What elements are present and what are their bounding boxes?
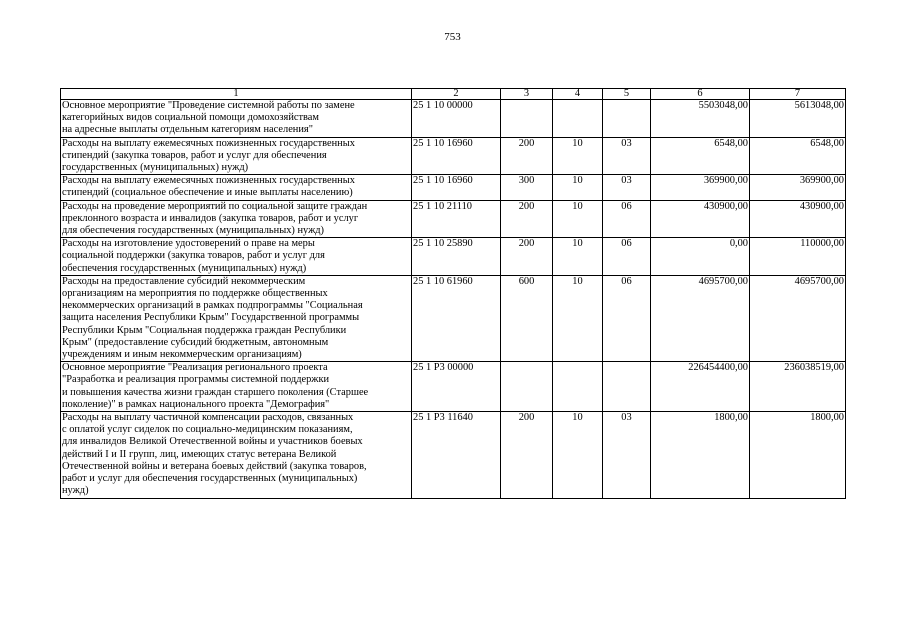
table-row [61,200,846,238]
row-amount-1: 369900,00 [651,175,750,200]
row-amount-1: 6548,00 [651,137,750,175]
row-col4 [553,100,603,138]
page-number: 753 [444,31,461,43]
row-col3: 200 [501,137,553,175]
row-amount-2: 430900,00 [750,200,846,238]
table-row [61,275,846,361]
table-row [61,175,846,200]
row-col4: 10 [553,137,603,175]
header-cell-1: 1 [61,89,412,100]
row-col3: 200 [501,238,553,276]
row-description: Расходы на выплату ежемесячных пожизненных государственных стипендий (социальное обеспечение и иные выплаты населению) [61,175,412,200]
row-amount-1: 226454400,00 [651,362,750,412]
row-amount-2: 236038519,00 [750,362,846,412]
row-col5: 06 [603,275,651,361]
row-col5: 06 [603,238,651,276]
header-cell-5: 5 [603,89,651,100]
row-code: 25 1 10 25890 [412,238,501,276]
row-code: 25 1 10 16960 [412,175,501,200]
row-code: 25 1 10 61960 [412,275,501,361]
header-row [61,89,846,100]
header-cell-6: 6 [651,89,750,100]
row-col5: 03 [603,412,651,498]
row-amount-1: 0,00 [651,238,750,276]
row-col5: 03 [603,137,651,175]
table-row [61,238,846,276]
row-amount-1: 4695700,00 [651,275,750,361]
row-amount-1: 430900,00 [651,200,750,238]
row-amount-1: 1800,00 [651,412,750,498]
row-col5 [603,362,651,412]
row-description: Расходы на выплату частичной компенсации расходов, связанных с оплатой услуг сиделок по социально-медицинским показаниям, для инвалидов Великой Отечественной войны и участников боевых действий I и II групп, лиц, имеющих статус ветерана Великой Отечественной войны и ветерана боевых действий (закупка товаров, работ и услуг для обеспечения государственных (муниципальных) нужд) [61,412,412,498]
header-cell-7: 7 [750,89,846,100]
row-code: 25 1 P3 00000 [412,362,501,412]
row-col3 [501,100,553,138]
row-amount-2: 1800,00 [750,412,846,498]
row-col3: 600 [501,275,553,361]
row-code: 25 1 P3 11640 [412,412,501,498]
row-description: Основное мероприятие "Реализация регионального проекта "Разработка и реализация программы системной поддержки и повышения качества жизни граждан старшего поколения (Старшее поколение)" в рамках национального проекта "Демография" [61,362,412,412]
row-col3: 200 [501,200,553,238]
row-description: Расходы на изготовление удостоверений о праве на меры социальной поддержки (закупка товаров, работ и услуг для обеспечения государственных (муниципальных) нужд) [61,238,412,276]
table-row [61,137,846,175]
table-row [61,362,846,412]
row-col4: 10 [553,238,603,276]
row-amount-2: 4695700,00 [750,275,846,361]
row-amount-2: 369900,00 [750,175,846,200]
row-col3: 200 [501,412,553,498]
row-col4: 10 [553,200,603,238]
row-description: Расходы на проведение мероприятий по социальной защите граждан преклонного возраста и инвалидов (закупка товаров, работ и услуг для обеспечения государственных (муниципальных) нужд) [61,200,412,238]
header-cell-3: 3 [501,89,553,100]
row-col4: 10 [553,412,603,498]
row-description: Расходы на выплату ежемесячных пожизненных государственных стипендий (закупка товаров, работ и услуг для обеспечения государственных (муниципальных) нужд) [61,137,412,175]
row-amount-2: 6548,00 [750,137,846,175]
table-row [61,412,846,498]
row-col3 [501,362,553,412]
row-col3: 300 [501,175,553,200]
row-amount-2: 110000,00 [750,238,846,276]
row-amount-2: 5613048,00 [750,100,846,138]
row-col5: 06 [603,200,651,238]
row-description: Расходы на предоставление субсидий некоммерческим организациям на мероприятия по поддержке общественных некоммерческих организаций в рамках подпрограммы "Социальная защита населения Республики Крым" Государственной программы Республики Крым "Социальная поддержка граждан Республики Крым" (предоставление субсидий бюджетным, автономным учреждениям и иным некоммерческим организациям) [61,275,412,361]
row-col4 [553,362,603,412]
table-row [61,100,846,138]
row-description: Основное мероприятие "Проведение системной работы по замене категорийных видов социальной помощи домохозяйствам на адресные выплаты отдельным категориям населения" [61,100,412,138]
row-amount-1: 5503048,00 [651,100,750,138]
row-col5: 03 [603,175,651,200]
budget-table [60,88,846,499]
row-col4: 10 [553,275,603,361]
row-code: 25 1 10 16960 [412,137,501,175]
row-code: 25 1 10 00000 [412,100,501,138]
row-col5 [603,100,651,138]
row-code: 25 1 10 21110 [412,200,501,238]
header-cell-4: 4 [553,89,603,100]
row-col4: 10 [553,175,603,200]
header-cell-2: 2 [412,89,501,100]
